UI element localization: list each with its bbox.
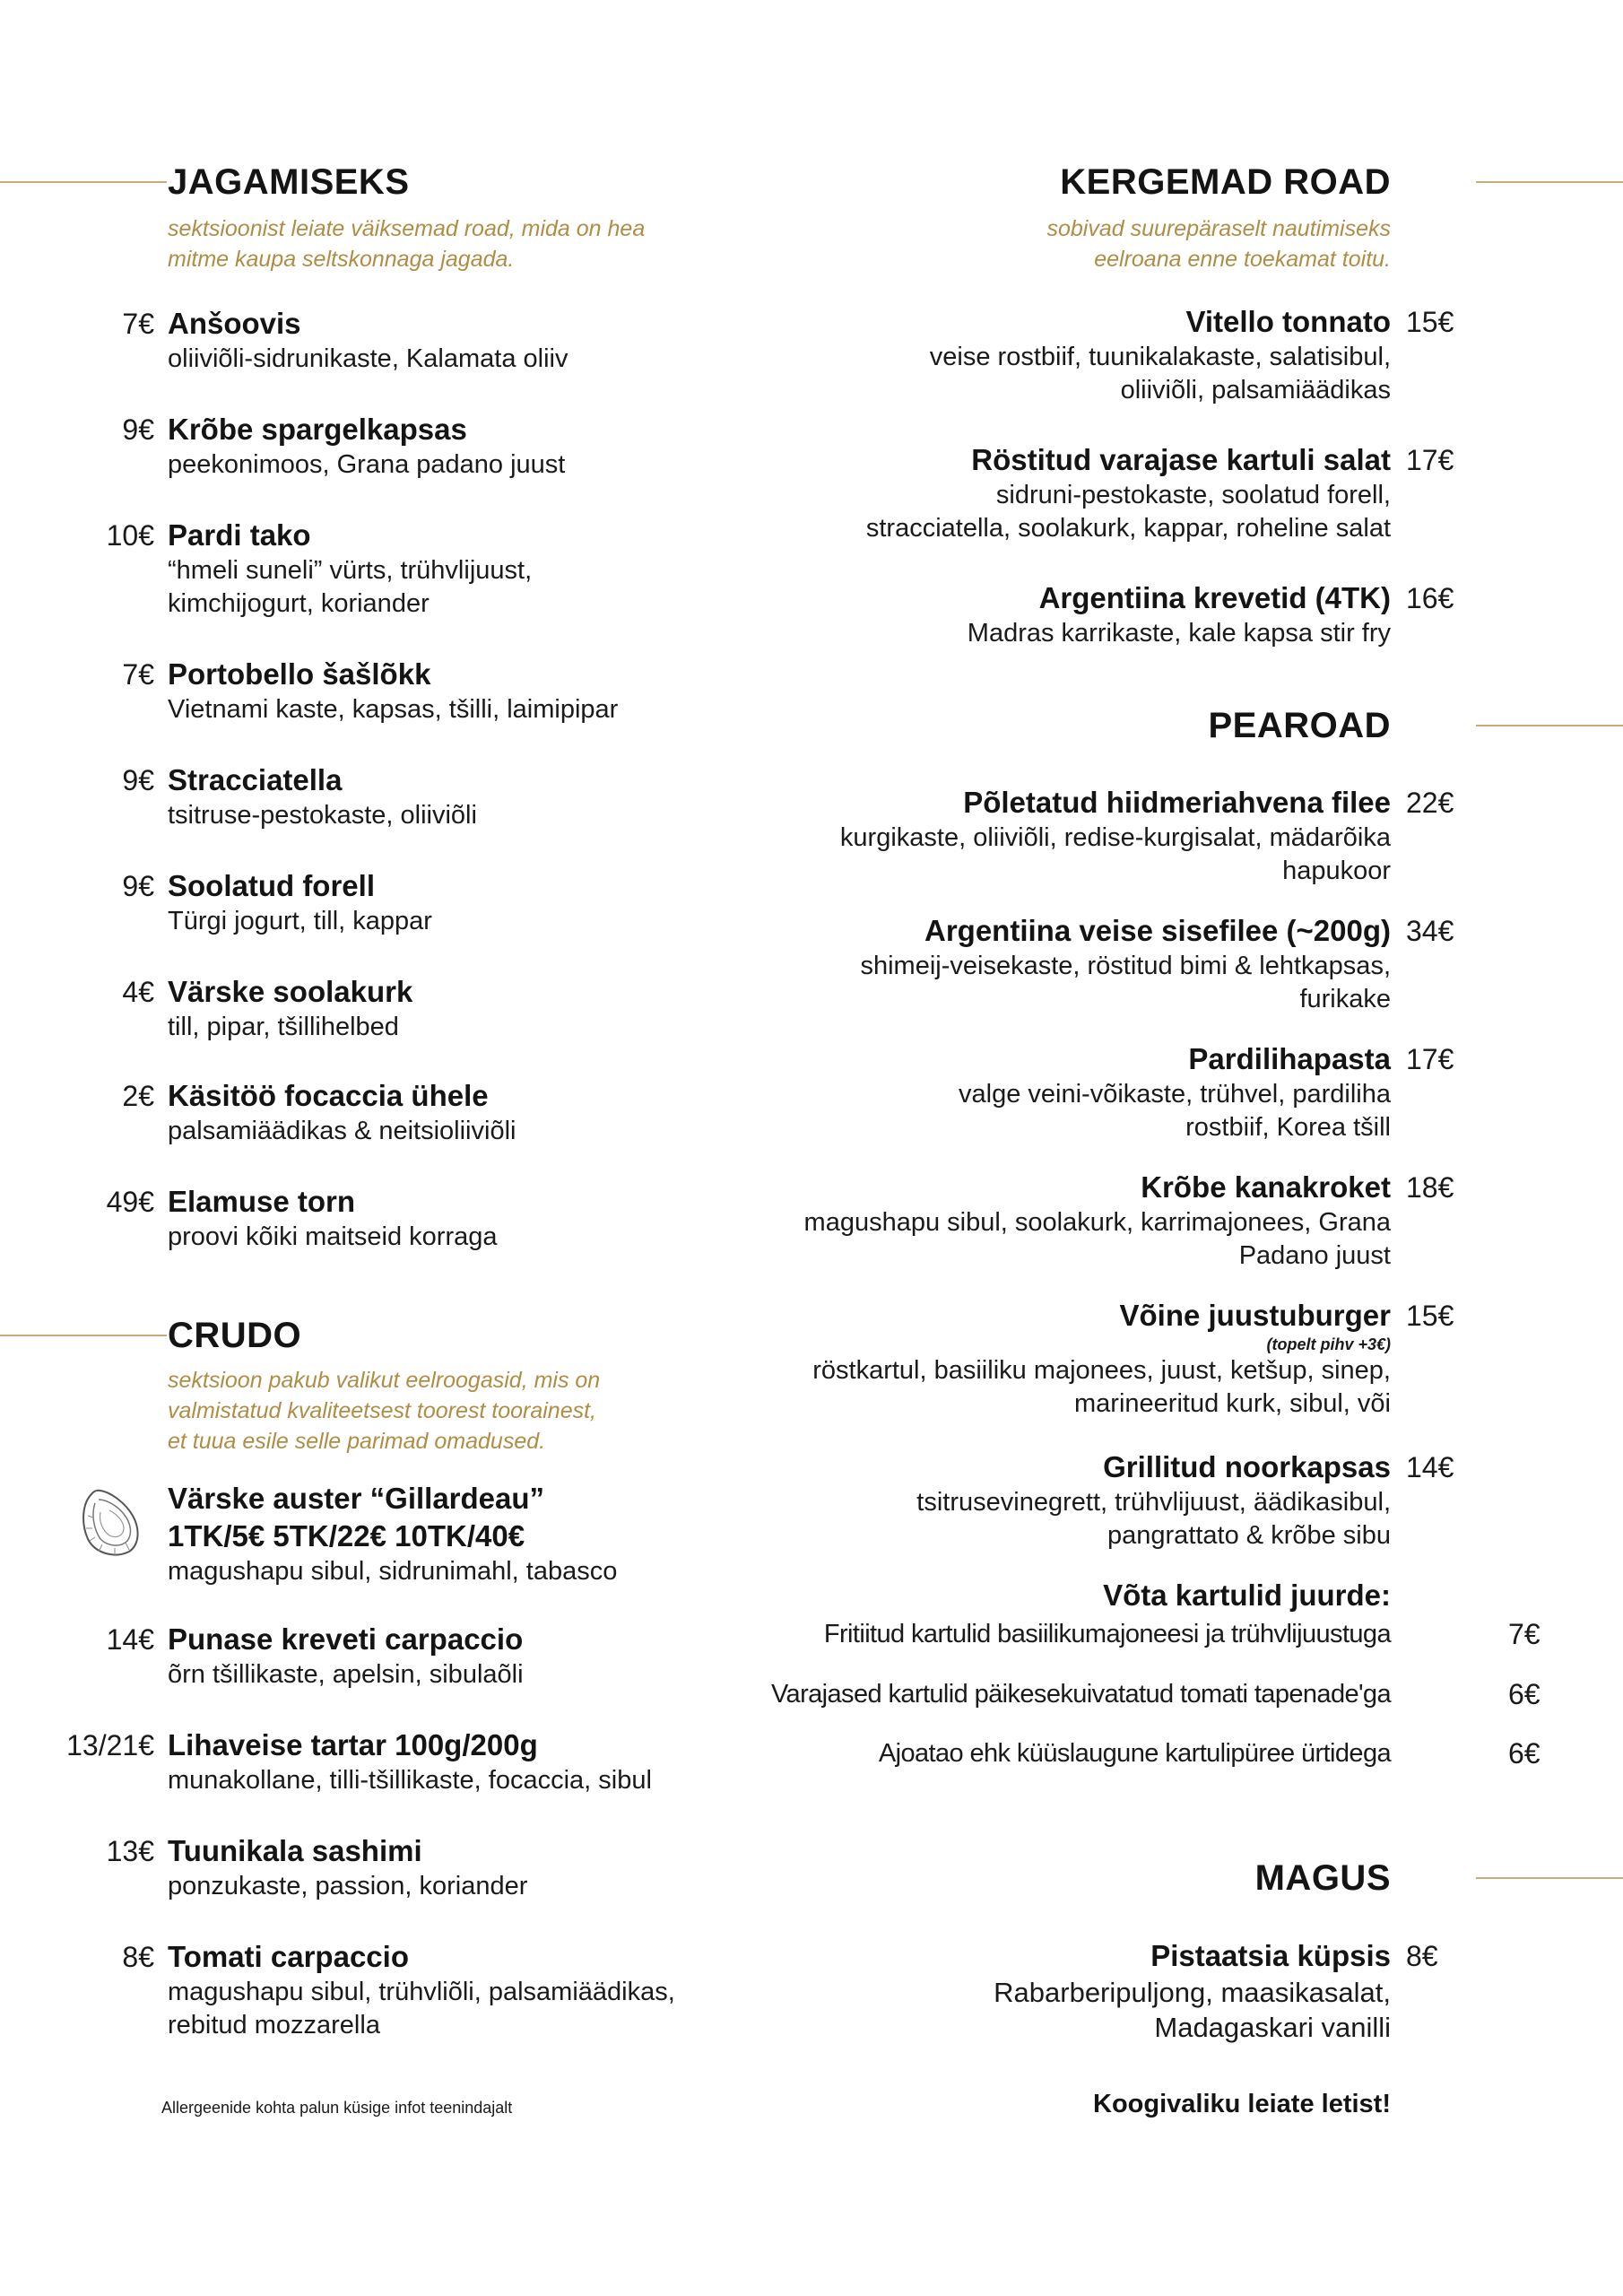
item-desc: magushapu sibul, soolakurk, karrimajonees, Grana [803,1208,1391,1237]
menu-item [122,761,777,832]
cake-note: Koogivaliku leiate letist! [1093,2090,1391,2118]
item-desc: Madagaskari vanilli [1154,2012,1391,2043]
side-item-label: Ajoatao ehk küüslaugune kartulipüree ürtidega [878,1739,1391,1768]
item-name: Krõbe kanakroket [1141,1170,1391,1204]
side-item-price: 6€ [1508,1737,1541,1770]
item-name: Röstitud varajase kartuli salat [971,443,1391,476]
section-title: CRUDO [168,1316,302,1355]
item-desc: peekonimoos, Grana padano juust [168,450,566,479]
item-desc: pangrattato & krõbe sibu [1107,1521,1391,1550]
item-price: 8€ [1406,1940,1438,1972]
section-title: MAGUS [1254,1858,1391,1898]
item-name: Elamuse torn [168,1185,356,1218]
item-desc: palsamiäädikas & neitsioliiviõli [168,1117,516,1145]
item-price: 10€ [106,519,154,552]
header-rule [0,1335,167,1336]
item-name: Vitello tonnato [1185,305,1391,338]
menu-item [122,973,777,1044]
section-title: KERGEMAD ROAD [1060,162,1391,202]
item-name: Portobello šašlõkk [168,657,431,691]
menu-item [709,784,1454,888]
header-rule [1476,725,1623,726]
item-desc: Padano juust [1238,1241,1391,1270]
item-price: 2€ [122,1080,154,1112]
item-desc: ponzukaste, passion, koriander [168,1872,528,1900]
menu-item [122,411,777,482]
section-title: JAGAMISEKS [168,162,410,202]
item-desc: kurgikaste, oliiviõli, redise-kurgisalat, mädarõika [839,823,1391,852]
item-desc: proovi kõiki maitseid korraga [168,1222,498,1251]
item-name: Argentiina veise sisefilee (~200g) [924,914,1391,947]
item-price: 49€ [106,1186,154,1218]
item-desc: Vietnami kaste, kapsas, tšilli, laimipipar [168,695,619,724]
item-desc: veise rostbiif, tuunikalakaste, salatisibul, [929,343,1391,371]
item-desc: Madras karrikaste, kale kapsa stir fry [967,619,1391,648]
sides-title: Võta kartulid juurde: [1103,1578,1391,1612]
item-price: 13€ [106,1835,154,1867]
menu-item [709,1169,1454,1273]
item-desc: õrn tšillikaste, apelsin, sibulaõli [168,1660,524,1689]
item-price: 13/21€ [66,1729,154,1761]
section-header-crudo [0,1313,812,1358]
header-rule [0,181,167,183]
item-price: 18€ [1406,1171,1454,1204]
item-price: 15€ [1406,306,1454,338]
menu-item-oyster [168,1480,777,1588]
item-price: 7€ [122,658,154,691]
item-desc: marineeritud kurk, sibul, või [1074,1389,1391,1418]
item-price: 16€ [1406,582,1454,614]
item-desc: till, pipar, tšillihelbed [168,1013,399,1041]
item-desc: stracciatella, soolakurk, kappar, roheline salat [865,514,1391,543]
item-desc: rebitud mozzarella [168,2011,380,2039]
menu-item [709,1937,1438,2045]
section-header-jagamiseks [0,160,812,204]
menu-item [106,1832,777,1903]
item-desc: “hmeli suneli” vürts, trühvlijuust, [168,556,533,585]
item-desc: hapukoor [1282,857,1391,885]
header-rule [1476,1877,1623,1879]
item-desc: shimeij-veisekaste, röstitud bimi & lehtkapsas, [860,952,1391,980]
menu-item [709,1448,1454,1552]
item-desc: tsitruse-pestokaste, oliiviõli [168,801,477,830]
item-desc: Türgi jogurt, till, kappar [168,907,432,935]
item-desc: Rabarberipuljong, maasikasalat, [994,1977,1391,2008]
menu-item [709,912,1454,1016]
item-name: Anšoovis [168,307,301,340]
item-desc: oliiviõli, palsamiäädikas [1120,376,1391,404]
item-desc: röstkartul, basiiliku majonees, juust, ketšup, sinep, [812,1356,1391,1385]
item-price: 8€ [122,1941,154,1973]
side-item-price: 7€ [1508,1618,1541,1650]
menu-item [122,305,777,376]
menu-item [709,441,1454,545]
item-desc: kimchijogurt, koriander [168,589,430,618]
item-price: 9€ [122,764,154,796]
side-item-label: Fritiitud kartulid basiilikumajoneesi ja trühvlijuustuga [823,1620,1391,1648]
item-name: Võine juustuburger [1119,1299,1391,1332]
side-item-label: Varajased kartulid päikesekuivatatud tomati tapenade'ga [770,1680,1391,1709]
menu-item [709,303,1454,407]
menu-item [709,1040,1454,1144]
item-name: Lihaveise tartar 100g/200g [168,1728,538,1761]
item-name: Stracciatella [168,763,343,796]
section-header-pearoad [812,703,1623,748]
item-name: Värske soolakurk [168,975,413,1008]
item-price: 17€ [1406,1043,1454,1075]
item-note: (topelt pihv +3€) [1266,1335,1391,1353]
item-name: Soolatud forell [168,869,375,902]
menu-item [66,1726,777,1797]
item-name: Grillitud noorkapsas [1103,1450,1391,1483]
item-desc: oliiviõli-sidrunikaste, Kalamata oliiv [168,344,568,373]
section-title: PEAROAD [1208,706,1391,745]
item-price: 9€ [122,870,154,902]
side-item-price: 6€ [1508,1678,1541,1710]
item-name: Värske auster “Gillardeau” [168,1482,545,1515]
item-name: Pardi tako [168,518,311,552]
item-desc: sidruni-pestokaste, soolatud forell, [995,481,1391,509]
item-name: Tuunikala sashimi [168,1834,422,1867]
oyster-icon [79,1489,142,1561]
item-price-options: 1TK/5€ 5TK/22€ 10TK/40€ [168,1519,525,1552]
menu-item [106,1621,777,1692]
item-price: 17€ [1406,444,1454,476]
item-name: Argentiina krevetid (4TK) [1038,581,1391,614]
item-name: Pistaatsia küpsis [1150,1939,1391,1972]
item-desc: magushapu sibul, sidrunimahl, tabasco [168,1557,618,1586]
item-desc: furikake [1299,985,1391,1013]
section-intro: sektsioon pakub valikut eelroogasid, mis on valmistatud kvaliteetsest toorest toorainest, et tuua esile selle parimad omadused. [168,1368,601,1454]
item-desc: rostbiif, Korea tšill [1185,1113,1391,1142]
item-desc: tsitrusevinegrett, trühvlijuust, äädikasibul, [916,1488,1391,1517]
menu-item [709,579,1454,650]
section-intro: sobivad suurepäraselt nautimiseks eelroana enne toekamat toitu. [1046,216,1391,272]
menu-item [122,1077,777,1148]
allergen-note: Allergeenide kohta palun küsige infot teenindajalt [161,2099,513,2117]
menu-item [122,1938,777,2042]
header-rule [1476,181,1623,183]
menu-item [122,867,777,938]
menu-item [106,517,777,621]
item-price: 4€ [122,976,154,1008]
section-intro: sektsioonist leiate väiksemad road, mida on hea mitme kaupa seltskonnaga jagada. [168,216,646,272]
item-price: 15€ [1406,1300,1454,1332]
item-price: 22€ [1406,787,1454,819]
menu-item [122,656,777,726]
item-price: 14€ [106,1623,154,1656]
item-name: Käsitöö focaccia ühele [168,1079,489,1112]
section-header-kergemad-road [812,160,1623,204]
item-name: Punase kreveti carpaccio [168,1622,524,1656]
item-desc: magushapu sibul, trühvliõli, palsamiäädikas, [168,1978,675,2006]
item-name: Krõbe spargelkapsas [168,413,467,446]
item-desc: valge veini-võikaste, trühvel, pardiliha [959,1080,1391,1109]
item-price: 14€ [1406,1451,1454,1483]
section-header-magus [812,1856,1623,1900]
item-price: 9€ [122,413,154,446]
item-name: Põletatud hiidmeriahvena filee [963,786,1391,819]
item-price: 34€ [1406,915,1454,947]
menu-item [709,1297,1454,1421]
item-price: 7€ [122,308,154,340]
item-desc: munakollane, tilli-tšillikaste, focaccia, sibul [168,1766,652,1795]
item-name: Tomati carpaccio [168,1940,409,1973]
menu-item [106,1183,777,1254]
item-name: Pardilihapasta [1188,1042,1391,1075]
